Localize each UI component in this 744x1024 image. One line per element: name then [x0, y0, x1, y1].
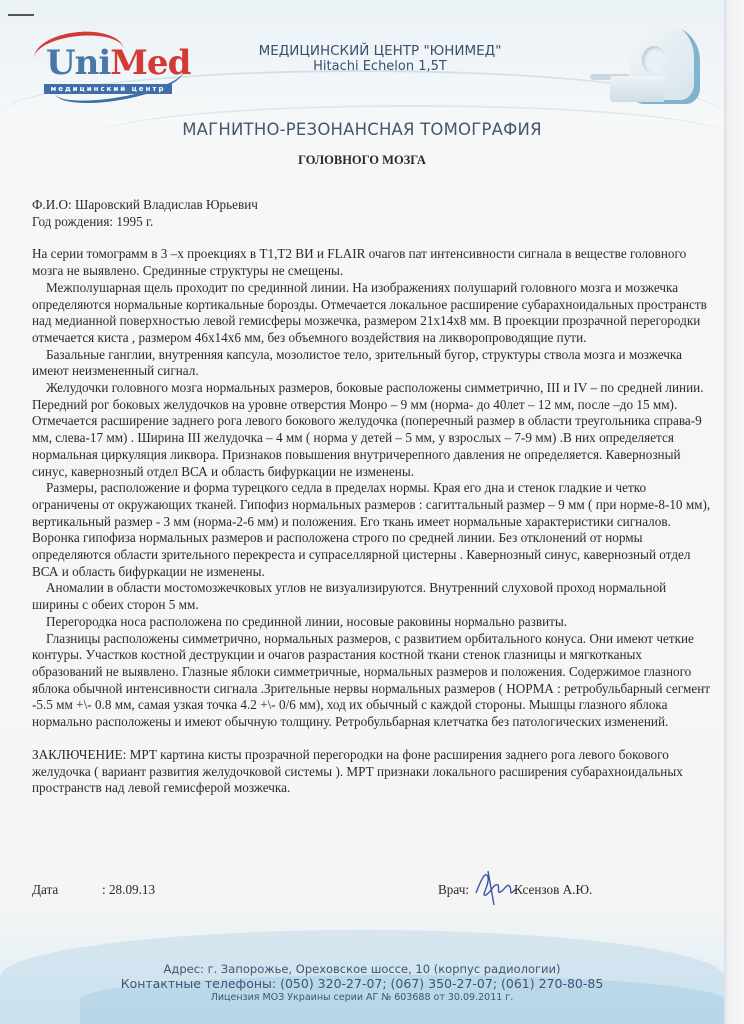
logo-wordmark [46, 44, 190, 82]
report-body [32, 197, 712, 797]
mri-scanner-icon [610, 18, 720, 108]
equipment-name: Hitachi Echelon 1,5T [313, 59, 447, 74]
signature-row [32, 881, 712, 901]
mri-bore [642, 46, 666, 74]
footer [0, 962, 724, 1004]
scan-edge [724, 0, 744, 1024]
clinic-name: МЕДИЦИНСКИЙ ЦЕНТР "ЮНИМЕД" [258, 43, 502, 59]
logo-med: Med [110, 43, 191, 83]
logo-uni: Uni [46, 43, 111, 83]
doctor-name: Ксензов А.Ю. [514, 882, 593, 897]
spacer [32, 230, 712, 246]
logo-tagline: медицинский центр [44, 84, 172, 94]
report-paragraph: Аномалии в области мостомозжечковых углов не визуализируются. Внутренний слуховой проход нормальной ширины с обеих сторон 5 мм. [32, 580, 667, 613]
report-paragraph: Межполушарная щель проходит по срединной линии. На изображениях полушарий головного мозга и мозжечка определяются нормальные кортикальные борозды. Отмечается локальное расширение субарахноидальных пространств над медианной поверхностью левой гемисферы мозжечка, размером 21х14х8 мм. В проекции прозрачной перегородки отмечается киста , размером 46х14х6 мм, без объемного воздействия на ликворопроводящие пути. [32, 279, 707, 345]
conclusion: ЗАКЛЮЧЕНИЕ: МРТ картина кисты прозрачной перегородки на фоне расширения заднего рога левого бокового желудочка ( вариант развития желудочковой системы ). МРТ признаки локального расширения субарахноидальных пространств над левой гемисферой мозжечка. [32, 746, 683, 796]
report-paragraph: Размеры, расположение и форма турецкого седла в пределах нормы. Края его дна и стенок гладкие и четко ограничены от окружающих тканей. Гипофиз нормальных размеров : сагиттальный размер – 9 мм ( при норме-8-10 мм), вертикальный размер - 3 мм (норма-2-6 мм) и положения. Его ткань имеет нормальные характеристики сигналов. Воронка гипофиза нормальных размеров и расположена строго по средней линии. Без отклонений от нормы определяются области зрительного перекреста и супраселлярной цистерны . Кавернозный синус, кавернозный отдел ВСА и область бифуркации не изменены. [32, 480, 711, 579]
unimed-logo [34, 30, 191, 100]
birth-year: Год рождения: 1995 г. [32, 213, 154, 229]
footer-license: Лицензия МОЗ Украины серии АГ № 603688 от 30.09.2011 г. [210, 992, 514, 1003]
doctor-label: Врач: [438, 882, 470, 897]
report-paragraph: Желудочки головного мозга нормальных размеров, боковые расположены симметрично, III и IV – по средней линии. Передний рог боковых желудочков на уровне отверстия Монро – 9 мм (норма- до 40лет – 12 мм, после –до 15 мм). Отмечается расширение заднего рога левого бокового желудочка (поперечный размер в области треугольника справа-9 мм, слева-17 мм) . Ширина III желудочка – 4 мм ( норма у детей – 5 мм, у взрослых – 7-9 мм) .В них определяется нормальная циркуляция ликвора. Признаков повышения внутричерепного давления не определяется. Кавернозный синус, кавернозный отдел ВСА и область бифуркации не изменены. [32, 380, 704, 479]
footer-address: Адрес: г. Запорожье, Ореховское шоссе, 10 (корпус радиологии) [163, 962, 561, 976]
date-label: Дата [32, 882, 59, 897]
spacer [32, 731, 712, 747]
scan-mark [8, 14, 34, 16]
report-paragraph: Перегородка носа расположена по срединной линии, носовые раковины нормально развиты. [46, 613, 568, 629]
mri-table [610, 76, 665, 102]
patient-name: Ф.И.О: Шаровский Владислав Юрьевич [32, 197, 258, 212]
clinic-header [230, 43, 530, 75]
document-subtitle: ГОЛОВНОГО МОЗГА [298, 153, 426, 167]
footer-phones: Контактные телефоны: (050) 320-27-07; (067) 350-27-07; (061) 270-80-85 [120, 976, 604, 991]
date-value: : 28.09.13 [102, 882, 156, 897]
document-title: МАГНИТНО-РЕЗОНАНСНАЯ ТОМОГРАФИЯ [182, 120, 542, 139]
report-paragraph: Базальные ганглии, внутренняя капсула, мозолистое тело, зрительный бугор, структуры ствола мозга и мозжечка имеют неизмененный сигнал. [32, 346, 682, 379]
signature-icon [472, 867, 520, 907]
report-paragraph: Глазницы расположены симметрично, нормальных размеров, с развитием орбитального конуса. Они имеют четкие контуры. Участков костной деструкции и очагов разрастания костной ткани стенок глазницы и мягкотканых образований не выявлено. Глазные яблоки симметричные, нормальных размеров и положения. Содержимое глазного яблока обычной интенсивности сигнала .Зрительные нервы нормальных размеров ( НОРМА : ретробульбарный сегмент -5.5 мм +\- 0.8 мм, самая узкая точка 4.2 +\- 0/6 мм), ход их обычный с каждой стороны. Мышцы глазного яблока нормально расположены и имеют обычную толщину. Ретробульбарная клетчатка без патологических изменений. [32, 630, 711, 730]
report-paragraph: На серии томограмм в 3 –х проекциях в T1,T2 ВИ и FLAIR очагов пат интенсивности сигнала в веществе головного мозга не выявлено. Срединные структуры не смещены. [32, 246, 687, 279]
